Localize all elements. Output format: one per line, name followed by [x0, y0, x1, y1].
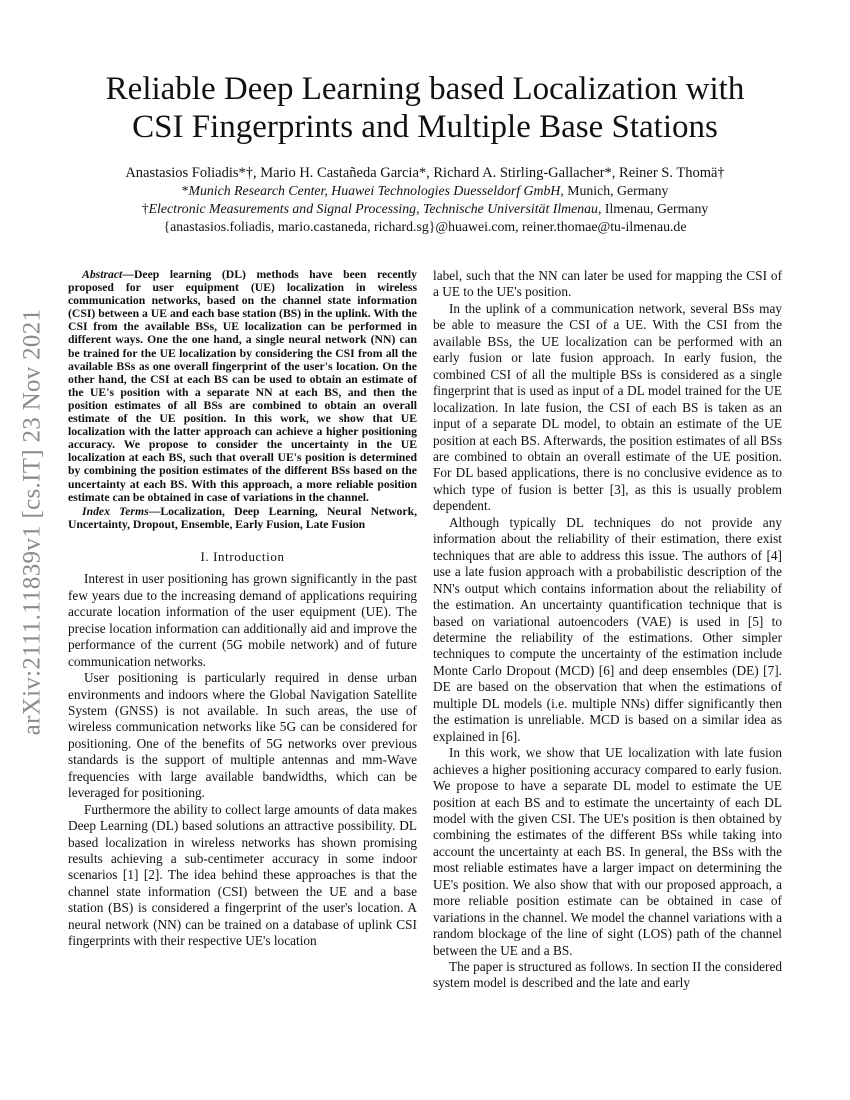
abstract: [68, 268, 417, 504]
affiliation-1-org: Munich Research Center, Huawei Technologies Duesseldorf GmbH: [188, 183, 561, 198]
affiliation-2-city: , Ilmenau, Germany: [597, 201, 709, 216]
affiliation-2-mark: †: [141, 201, 149, 216]
abstract-text: —Deep learning (DL) methods have been recently proposed for user equipment (UE) localization in wireless communication networks, based on the channel state information (CSI) between a UE and each base station (BS) in the uplink. With the CSI from the available BSs, UE localization can be performed in different ways. One the one hand, a single neural network (NN) can be trained for the UE localization by considering the CSI from all the available BSs as one overall fingerprint of the user's location. On the other hand, the CSI at each BS can be used to obtain an estimate of the UE's position with a separate NN at each BS, and then the position estimates of all BSs are combined to obtain an overall estimate of the UE position. In this work, we show that UE localization with the latter approach can achieve a higher positioning accuracy. We propose to consider the uncertainty in the UE localization at each BS, such that overall UE's position is determined by combining the position estimates of the different BSs based on the uncertainty at each BS. With this approach, a more reliable position estimate can be obtained in case of variations in the channel.: [68, 268, 417, 504]
paragraph: Although typically DL techniques do not provide any information about the reliability of their estimation, there exist techniques that are able to address this issue. The authors of [4] use a late fusion approach with a probabilistic description of the NN's output which contains information about the reliability of the estimation. An uncertainty quantification technique that is based on variational autoencoders (VAE) is used in [5] to determine the reliability of the estimations. Other simpler techniques to compute the uncertainty of the estimation include Monte Carlo Dropout (MCD) [6] and deep ensembles (DE) [7]. DE are based on the observation that when the estimations of multiple DL models (i.e. multiple NNs) differ significantly then the estimation is unreliable. MCD is based on a similar idea as explained in [6].: [433, 514, 782, 744]
abstract-label: Abstract: [82, 268, 123, 281]
affiliation-1-city: , Munich, Germany: [560, 183, 669, 198]
paragraph: In the uplink of a communication network, several BSs may be able to measure the CSI of a UE. With the CSI from the available BSs, the UE localization can be performed with an early fusion or late fusion approach. In early fusion, the combined CSI of all the multiple BSs is considered as a single fingerprint that is used as input of a DL model trained for the UE localization. In late fusion, the CSI of each BS is taken as an input of a separate DL model, to obtain an estimate of the UE position at each BS. Afterwards, the position estimates of all BSs are combined to obtain an overall estimate of the UE position. For DL based applications, there is no conclusive evidence as to which type of fusion is better [3], as this is usually problem dependent.: [433, 300, 782, 514]
paragraph: The paper is structured as follows. In section II the considered system model is described and the late and early: [433, 959, 782, 991]
title-line-1: Reliable Deep Learning based Localization with: [105, 71, 745, 107]
index-terms: [68, 505, 417, 531]
left-column: [68, 268, 417, 950]
affiliation-2-org: Electronic Measurements and Signal Processing, Technische Universität Ilmenau: [148, 201, 598, 216]
right-column: [433, 268, 782, 992]
author-block: [60, 164, 790, 236]
index-terms-text: —Localization, Deep Learning, Neural Network, Uncertainty, Dropout, Ensemble, Early Fusion, Late Fusion: [68, 504, 417, 531]
author-list: Anastasios Foliadis*†, Mario H. Castañeda Garcia*, Richard A. Stirling-Gallacher*, Reiner S. Thomä†: [125, 165, 725, 181]
paragraph: label, such that the NN can later be used for mapping the CSI of a UE to the UE's position.: [433, 268, 782, 300]
paragraph: User positioning is particularly required in dense urban environments and indoors where the Global Navigation Satellite System (GNSS) is not available. In such areas, the use of wireless communication networks like 5G can be considered for positioning. One of the benefits of 5G networks over previous standards is the support of multiple antennas and mm-Wave frequencies with large available bandwidths, which can be leveraged for positioning.: [68, 670, 417, 801]
arxiv-stamp-text: arXiv:2111.11839v1 [cs.IT] 23 Nov 2021: [18, 308, 45, 736]
affiliation-1: [60, 182, 790, 200]
paper-title: [60, 70, 790, 146]
affiliation-2: [60, 200, 790, 218]
affiliation-1-mark: *: [181, 183, 189, 198]
paragraph: Interest in user positioning has grown significantly in the past few years due to the increasing demand of applications requiring accurate location information of the user equipment (UE). The precise location information can additionally aid and improve the performance of the current (5G mobile network) and of future communication networks.: [68, 571, 417, 669]
index-terms-label: Index Terms: [82, 504, 149, 518]
title-line-2: CSI Fingerprints and Multiple Base Stations: [132, 109, 718, 145]
section-heading-introduction: I. Introduction: [200, 548, 285, 564]
paragraph: In this work, we show that UE localization with late fusion achieves a higher positioning accuracy compared to early fusion. We propose to have a separate DL model to estimate the UE position at each BS and to estimate the uncertainty of each DL model with the given CSI. The UE's position is then obtained by combining the estimates of the different BSs while taking into account the uncertainty at each BS. In general, the BSs with the most reliable estimates have a larger impact on determining the UE's position. We also show that with our proposed approach, a more reliable position estimate can be obtained in case of variations in the channel. We model the channel variations with a random blockage of the line of sight (LOS) path of the channel between the UE and a BS.: [433, 745, 782, 958]
paragraph: Furthermore the ability to collect large amounts of data makes Deep Learning (DL) based solutions an attractive possibility. DL based localization in wireless networks has shown promising results achieving a sub-centimeter accuracy in some indoor scenarios [1] [2]. The idea behind these approaches is that the channel state information (CSI) between the UE and a base station (BS) is considered a fingerprint of the user's location. A neural network (NN) can be trained on a database of uplink CSI fingerprints with their respective UE's location: [68, 801, 417, 949]
author-emails: {anastasios.foliadis, mario.castaneda, richard.sg}@huawei.com, reiner.thomae@tu-ilmenau.de: [163, 219, 687, 234]
arxiv-stamp: [2, 287, 62, 757]
